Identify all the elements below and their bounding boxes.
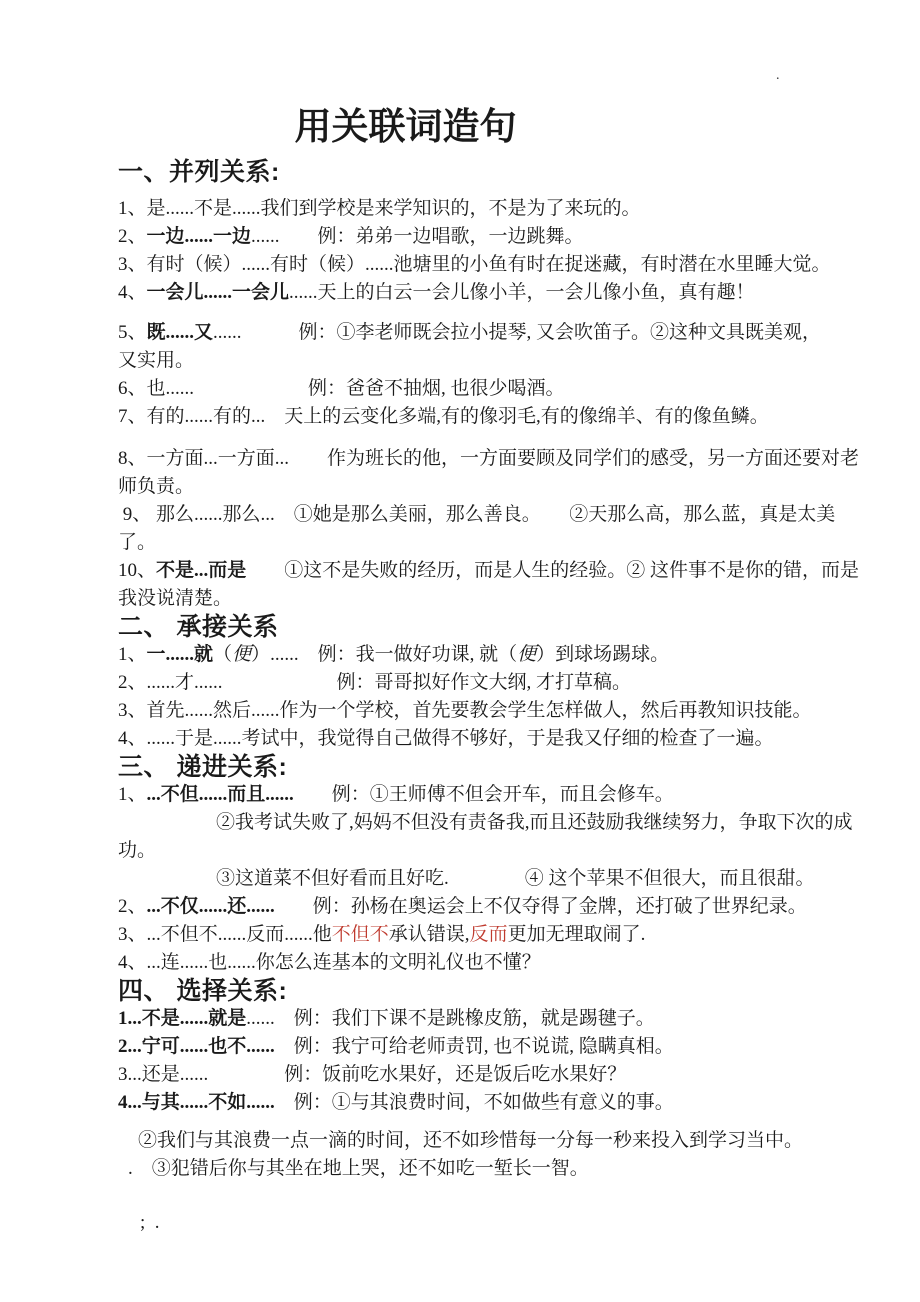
text-segment: 一会儿......一会儿 [146,282,290,303]
text-line [140,1209,878,1237]
text-line [216,865,878,893]
text-line [118,347,878,375]
text-segment: 2、......才...... 例：哥哥拟好作文大纲, 才打草稿。 [118,672,632,693]
text-line [118,669,878,697]
text-segment: 又实用。 [118,350,195,371]
text-segment: 既......又 [146,322,214,343]
text-segment: ）到球场踢球。 [536,644,670,665]
text-segment: 4、 [118,282,147,303]
text-line [118,445,878,473]
text-segment: 6、也...... 例：爸爸不抽烟, 也很少喝酒。 [118,378,565,399]
text-segment: 5、 [118,322,147,343]
text-segment: ; . [140,1212,160,1233]
text-line [118,1005,878,1033]
text-line [118,251,878,279]
document-content [118,105,878,1237]
text-segment: 师负责。 [118,476,195,497]
text-line [118,1061,878,1089]
text-segment: ...... 例：①李老师既会拉小提琴, 又会吹笛子。②这种文具既美观， [213,322,822,343]
text-line [118,279,878,307]
text-segment: 一、并列关系: [118,158,280,186]
text-segment: ......天上的白云一会儿像小羊，一会儿像小鱼，真有趣！ [289,282,755,303]
text-segment: 一边......一边 [146,226,252,247]
text-segment: 功。 [118,840,157,861]
vertical-gap [118,1183,878,1209]
section-heading [118,613,878,641]
text-segment: ①这不是失败的经历，而是人生的经验。② 这件事不是你的错，而是 [246,560,860,581]
text-segment: 8、一方面...一方面... 作为班长的他，一方面要顾及同学们的感受，另一方面还要对老 [118,448,860,469]
text-segment: ）...... 例：我一做好功课, 就（ [251,644,518,665]
text-line [118,319,878,347]
text-segment: 例：孙杨在奥运会上不仅夺得了金牌，还打破了世界纪录。 [274,896,807,917]
text-segment: 1、 [118,644,147,665]
text-segment: 便 [517,644,537,665]
text-line [118,781,878,809]
text-segment: 便 [232,644,252,665]
section-heading [118,753,878,781]
page-title: 用关联词造句 [294,107,517,148]
section-heading [118,158,878,186]
text-line [118,501,878,529]
text-segment: 例：①王师傅不但会开车，而且会修车。 [293,784,674,805]
text-line [118,375,878,403]
text-line [118,921,878,949]
text-segment: ③这道菜不但好看而且好吃. ④ 这个苹果不但很大，而且很甜。 [216,868,815,889]
text-line [118,725,878,753]
text-segment: ②我们与其浪费一点一滴的时间，还不如珍惜每一分每一秒来投入到学习当中。 [138,1130,804,1151]
vertical-gap [118,431,878,445]
text-segment: 例：我宁可给老师责罚, 也不说谎, 隐瞒真相。 [274,1036,674,1057]
text-segment: 1...不是......就是 [118,1008,247,1029]
text-segment: 4、...连......也......你怎么连基本的文明礼仪也不懂？ [118,952,541,973]
text-segment: 不是...而是 [156,560,247,581]
vertical-gap [118,1117,878,1127]
text-line [216,809,878,837]
text-line [118,837,878,865]
text-segment: 3...还是...... 例：饭前吃水果好，还是饭后吃水果好？ [118,1064,627,1085]
text-segment: . ③犯错后你与其坐在地上哭，还不如吃一堑长一智。 [128,1158,589,1179]
text-segment: 10、 [118,560,157,581]
text-segment: 了。 [118,532,157,553]
text-segment: 3、...不但不......反而......他 [118,924,332,945]
stray-mark: . [776,68,780,83]
text-segment: 2、 [118,226,147,247]
text-segment: 一......就 [146,644,214,665]
highlighted-text: 不但不 [331,924,389,945]
text-segment: 1、是......不是......我们到学校是来学知识的，不是为了来玩的。 [118,198,641,219]
text-line [118,1033,878,1061]
text-segment: 我没说清楚。 [118,588,233,609]
text-segment: ...不仅......还...... [146,896,275,917]
text-line [118,223,878,251]
text-line [118,1089,878,1117]
text-line [118,641,878,669]
text-segment: 四、 选择关系: [118,977,288,1005]
text-segment: 三、 递进关系: [118,753,288,781]
text-segment: 2、 [118,896,147,917]
text-line [118,195,878,223]
text-segment: （ [213,644,233,665]
text-line [128,1155,878,1183]
text-segment: ...... 例：弟弟一边唱歌，一边跳舞。 [251,226,584,247]
text-line [118,557,878,585]
text-line [138,1127,878,1155]
vertical-gap [118,307,878,319]
text-segment: 例：①与其浪费时间，不如做些有意义的事。 [274,1092,674,1113]
text-line [118,949,878,977]
text-line [118,893,878,921]
text-segment: 9、 那么......那么... ①她是那么美丽，那么善良。 ②天那么高，那么蓝，真是太美 [118,504,836,525]
text-segment: 二、 承接关系 [118,613,279,641]
text-segment: 承认错误, [388,924,470,945]
text-segment: 4、......于是......考试中，我觉得自己做得不够好，于是我又仔细的检查了一遍。 [118,728,774,749]
text-line [118,585,878,613]
text-line [118,697,878,725]
text-segment: 3、有时（候）......有时（候）......池塘里的小鱼有时在捉迷藏，有时潜在水里睡大觉。 [118,254,831,275]
section-heading [118,977,878,1005]
text-segment: 更加无理取闹了. [507,924,646,945]
text-line [118,403,878,431]
text-line [118,529,878,557]
text-segment: ...... 例：我们下课不是跳橡皮筋，就是踢毽子。 [246,1008,655,1029]
text-segment: 4...与其......不如...... [118,1092,275,1113]
text-line [118,473,878,501]
text-segment: 7、有的......有的... 天上的云变化多端,有的像羽毛,有的像绵羊、有的像鱼鳞。 [118,406,769,427]
highlighted-text: 反而 [469,924,508,945]
text-segment: ②我考试失败了,妈妈不但没有责备我,而且还鼓励我继续努力，争取下次的成 [216,812,853,833]
text-segment: ...不但......而且...... [146,784,294,805]
text-segment: 2...宁可......也不...... [118,1036,275,1057]
text-segment: 3、首先......然后......作为一个学校，首先要教会学生怎样做人，然后再教知识技能。 [118,700,812,721]
text-segment: 1、 [118,784,147,805]
